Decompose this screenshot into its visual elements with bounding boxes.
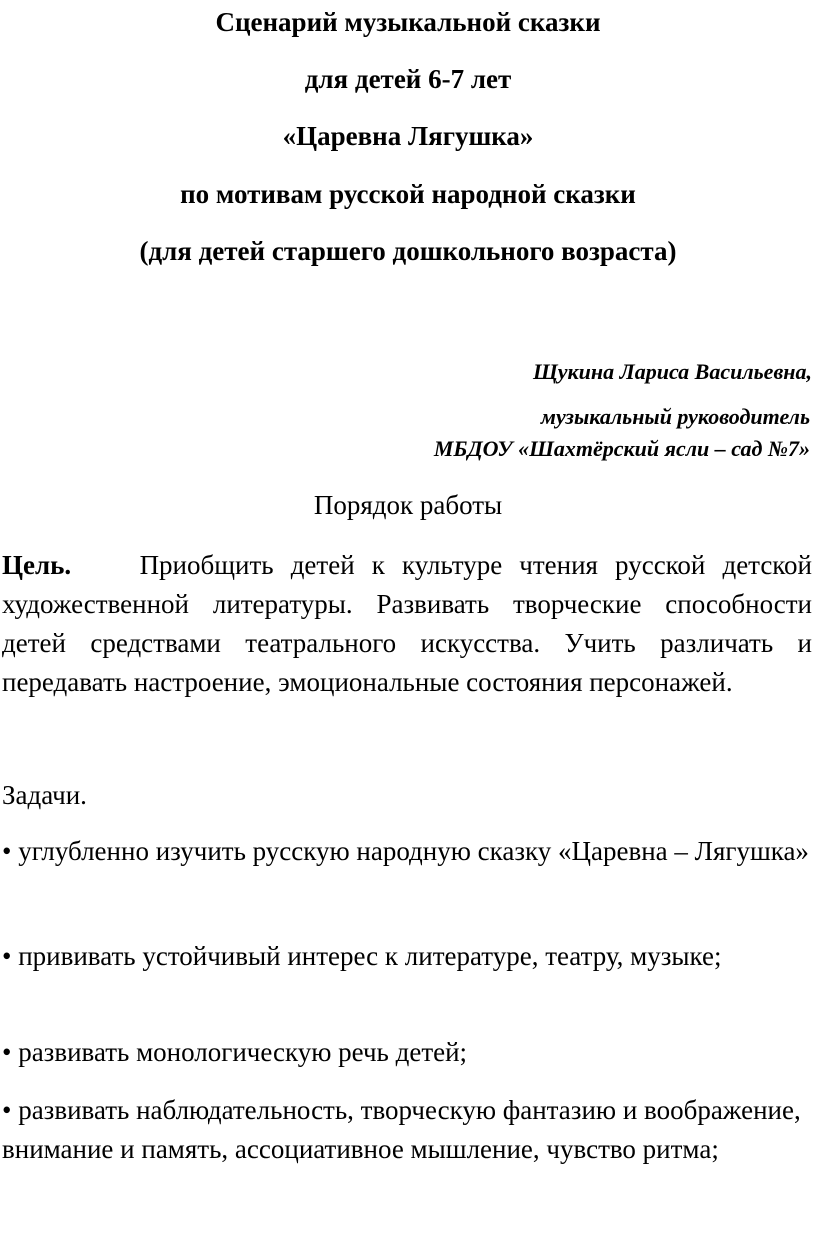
goal-paragraph <box>2 546 812 702</box>
goal-text: Приобщить детей к культуре чтения русской детской художественной литературы. Развивать творческие способности детей средствами театрального искусства. Учить различать и передавать настроение, эмоциональные состояния персонажей. <box>2 550 812 697</box>
title-line-3: «Царевна Лягушка» <box>282 121 534 151</box>
title-line-4: по мотивам русской народной сказки <box>180 179 636 209</box>
author-organization: МБДОУ «Шахтёрский ясли – сад №7» <box>433 436 810 461</box>
task-item: • развивать монологическую речь детей; <box>2 1037 468 1067</box>
section-heading: Порядок работы <box>313 490 503 520</box>
author-role: музыкальный руководитель <box>540 404 810 429</box>
tasks-heading: Задачи. <box>2 780 87 810</box>
task-item: • углубленно изучить русскую народную сказку «Царевна – Лягушка» <box>2 836 809 866</box>
task-item: • развивать наблюдательность, творческую фантазию и воображение, внимание и память, ассоциативное мышление, чувство ритма; <box>2 1095 801 1164</box>
title-line-5: (для детей старшего дошкольного возраста) <box>139 236 677 266</box>
author-name: Щукина Лариса Васильевна, <box>533 359 812 384</box>
title-line-2: для детей 6-7 лет <box>304 64 512 94</box>
title-line-1: Сценарий музыкальной сказки <box>215 7 601 37</box>
goal-label: Цель. <box>2 550 72 580</box>
task-item: • прививать устойчивый интерес к литературе, театру, музыке; <box>2 941 722 971</box>
